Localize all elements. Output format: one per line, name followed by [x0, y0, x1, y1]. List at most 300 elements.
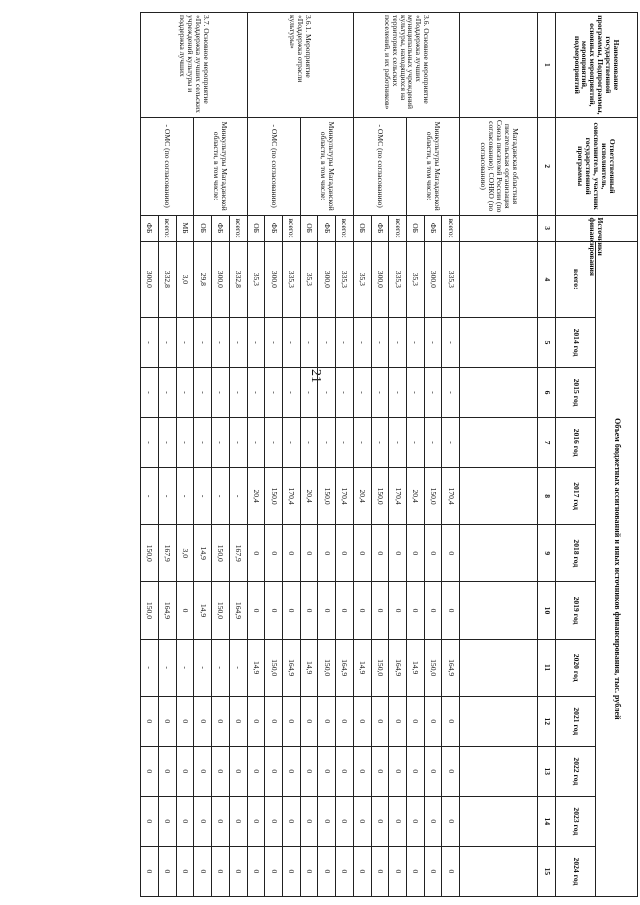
column-number: 12 [538, 696, 556, 746]
value-cell: 14,9 [194, 582, 212, 639]
value-cell: - [371, 418, 389, 468]
value-cell: - [158, 468, 176, 525]
source-cell: всего: [442, 215, 460, 241]
value-cell: 0 [353, 796, 371, 846]
value-cell: - [407, 367, 425, 417]
value-cell: - [407, 317, 425, 367]
source-cell: ОБ [194, 215, 212, 241]
value-cell: 0 [282, 846, 300, 896]
value-cell: 335,3 [282, 241, 300, 317]
value-cell: 35,3 [247, 241, 265, 317]
value-cell: 0 [424, 846, 442, 896]
value-cell: 0 [141, 796, 159, 846]
table-row [229, 13, 247, 897]
source-cell: всего: [282, 215, 300, 241]
value-cell: 0 [247, 696, 265, 746]
value-cell: 332,8 [158, 241, 176, 317]
value-cell: 0 [194, 746, 212, 796]
value-cell: - [424, 418, 442, 468]
value-cell: 0 [353, 525, 371, 582]
value-cell: 150,0 [371, 468, 389, 525]
value-cell: - [176, 367, 194, 417]
value-cell: 300,0 [424, 241, 442, 317]
value-cell: 0 [212, 746, 230, 796]
intro-row [460, 13, 538, 897]
value-cell: 0 [407, 796, 425, 846]
column-number: 2 [538, 117, 556, 215]
value-cell: - [336, 418, 354, 468]
value-cell: - [194, 367, 212, 417]
funding-title: Объем бюджетных ассигнований и иных источников финансирования, тыс. рублей [596, 241, 638, 896]
value-cell: 0 [141, 696, 159, 746]
value-cell: 0 [300, 746, 318, 796]
value-cell: 0 [176, 846, 194, 896]
value-cell: 150,0 [318, 639, 336, 696]
source-cell: всего: [389, 215, 407, 241]
value-cell: - [318, 317, 336, 367]
value-cell: 300,0 [318, 241, 336, 317]
value-cell: 0 [389, 582, 407, 639]
value-cell: 0 [371, 525, 389, 582]
value-cell: 0 [407, 582, 425, 639]
value-cell: 150,0 [212, 525, 230, 582]
value-cell: - [212, 317, 230, 367]
value-cell: 150,0 [265, 468, 283, 525]
header-col2: Ответственный исполнитель, соисполнитель, участник государственной программы [555, 117, 637, 215]
funding-table [140, 12, 638, 897]
value-cell: 0 [389, 846, 407, 896]
value-cell: 14,9 [407, 639, 425, 696]
header-year: 2018 год [555, 525, 595, 582]
value-cell: 167,9 [229, 525, 247, 582]
value-cell: 0 [318, 846, 336, 896]
value-cell: 0 [442, 525, 460, 582]
empty-cell [460, 418, 538, 468]
value-cell: - [353, 317, 371, 367]
value-cell: 0 [353, 696, 371, 746]
value-cell: 0 [424, 696, 442, 746]
value-cell: 0 [194, 846, 212, 896]
source-cell: всего: [336, 215, 354, 241]
column-number: 4 [538, 241, 556, 317]
value-cell: - [229, 367, 247, 417]
value-cell: 0 [247, 846, 265, 896]
column-number: 8 [538, 468, 556, 525]
header-year: 2022 год [555, 746, 595, 796]
table-row [336, 13, 354, 897]
value-cell: - [212, 468, 230, 525]
executor-cell: Минкультуры Магаданской области, в том числе: [300, 117, 353, 215]
value-cell: 150,0 [371, 639, 389, 696]
value-cell: 300,0 [212, 241, 230, 317]
program-name-cell: 3.6.1. Мероприятие «Поддержка отрасли культуры» [247, 13, 353, 118]
value-cell: - [353, 418, 371, 468]
empty-cell [460, 241, 538, 317]
value-cell: - [442, 418, 460, 468]
value-cell: 0 [353, 846, 371, 896]
value-cell: 0 [212, 696, 230, 746]
empty-cell [460, 696, 538, 746]
value-cell: 300,0 [371, 241, 389, 317]
value-cell: 300,0 [265, 241, 283, 317]
value-cell: 335,3 [442, 241, 460, 317]
value-cell: 0 [318, 582, 336, 639]
value-cell: 0 [265, 796, 283, 846]
value-cell: 0 [265, 746, 283, 796]
value-cell: 0 [158, 846, 176, 896]
empty-cell [460, 367, 538, 417]
value-cell: 3,0 [176, 525, 194, 582]
column-number: 9 [538, 525, 556, 582]
value-cell: - [212, 418, 230, 468]
value-cell: 14,9 [194, 525, 212, 582]
value-cell: 20,4 [300, 468, 318, 525]
value-cell: - [141, 317, 159, 367]
value-cell: - [389, 367, 407, 417]
empty-cell [460, 317, 538, 367]
header-year: 2020 год [555, 639, 595, 696]
table-row [282, 13, 300, 897]
value-cell: - [158, 367, 176, 417]
page-number: 21 [308, 369, 323, 383]
value-cell: - [194, 468, 212, 525]
source-cell: всего: [229, 215, 247, 241]
empty-cell [460, 846, 538, 896]
value-cell: 0 [442, 696, 460, 746]
value-cell: 0 [282, 582, 300, 639]
value-cell: 0 [229, 696, 247, 746]
header-year: 2016 год [555, 418, 595, 468]
value-cell: 14,9 [300, 639, 318, 696]
executor-cell: Минкультуры Магаданской области, в том числе: [407, 117, 460, 215]
value-cell: - [389, 317, 407, 367]
value-cell: - [176, 639, 194, 696]
executor-cell: Минкультуры Магаданской области, в том числе: [194, 117, 247, 215]
value-cell: 0 [141, 746, 159, 796]
header-year: 2021 год [555, 696, 595, 746]
value-cell: - [158, 418, 176, 468]
value-cell: - [247, 317, 265, 367]
value-cell: 29,8 [194, 241, 212, 317]
value-cell: 0 [194, 796, 212, 846]
source-cell: ОБ [353, 215, 371, 241]
empty-cell [460, 796, 538, 846]
value-cell: 0 [389, 525, 407, 582]
value-cell: - [212, 639, 230, 696]
value-cell: 0 [424, 746, 442, 796]
value-cell: 0 [282, 525, 300, 582]
value-cell: 0 [371, 846, 389, 896]
value-cell: 170,4 [336, 468, 354, 525]
value-cell: 0 [265, 846, 283, 896]
value-cell: 0 [141, 846, 159, 896]
value-cell: 0 [300, 582, 318, 639]
header-year: 2015 год [555, 367, 595, 417]
value-cell: 3,0 [176, 241, 194, 317]
value-cell: - [336, 367, 354, 417]
value-cell: 0 [176, 746, 194, 796]
intro-source-cell [460, 215, 538, 241]
value-cell: 150,0 [141, 582, 159, 639]
value-cell: - [158, 639, 176, 696]
value-cell: 150,0 [424, 468, 442, 525]
value-cell: 167,9 [158, 525, 176, 582]
value-cell: 20,4 [353, 468, 371, 525]
header-row-1 [596, 13, 638, 897]
empty-cell [460, 582, 538, 639]
value-cell: 0 [265, 525, 283, 582]
column-number: 1 [538, 13, 556, 118]
value-cell: 35,3 [300, 241, 318, 317]
value-cell: 14,9 [353, 639, 371, 696]
value-cell: 0 [176, 582, 194, 639]
header-col1: Наименование государственной программы, Подпрограммы, основных мероприятий, мероприятий, подмероприятий [555, 13, 637, 118]
value-cell: - [265, 317, 283, 367]
value-cell: - [282, 367, 300, 417]
value-cell: 0 [336, 525, 354, 582]
value-cell: 164,9 [336, 639, 354, 696]
value-cell: 150,0 [141, 525, 159, 582]
value-cell: - [176, 468, 194, 525]
value-cell: 0 [371, 696, 389, 746]
value-cell: 164,9 [282, 639, 300, 696]
value-cell: 0 [407, 846, 425, 896]
value-cell: 0 [247, 582, 265, 639]
value-cell: - [194, 639, 212, 696]
value-cell: 0 [247, 746, 265, 796]
value-cell: 0 [265, 696, 283, 746]
empty-cell [460, 639, 538, 696]
source-cell: МБ [176, 215, 194, 241]
value-cell: 0 [336, 796, 354, 846]
header-year: 2019 год [555, 582, 595, 639]
value-cell: 0 [336, 746, 354, 796]
header-col3: Источники финансирования [555, 215, 637, 241]
program-name-cell: 3.6. Основное мероприятие «Поддержка лучших муниципальных учреждений культуры, находящихся на территориях сельских поселений, и их работников» [353, 13, 459, 118]
source-cell: ФБ [424, 215, 442, 241]
column-number: 7 [538, 418, 556, 468]
value-cell: 0 [389, 746, 407, 796]
value-cell: 0 [424, 796, 442, 846]
value-cell: - [318, 367, 336, 417]
value-cell: 150,0 [212, 582, 230, 639]
value-cell: 0 [442, 846, 460, 896]
source-cell: ОБ [300, 215, 318, 241]
page-body [68, 12, 638, 897]
value-cell: 170,4 [389, 468, 407, 525]
value-cell: 0 [424, 582, 442, 639]
header-total: всего: [555, 241, 595, 317]
value-cell: - [247, 418, 265, 468]
value-cell: 0 [282, 746, 300, 796]
value-cell: - [282, 418, 300, 468]
value-cell: 332,8 [229, 241, 247, 317]
value-cell: 170,4 [282, 468, 300, 525]
executor-oms-cell: - ОМС (по согласованию) [353, 117, 406, 215]
value-cell: 0 [336, 696, 354, 746]
value-cell: - [424, 367, 442, 417]
executor-oms-cell: - ОМС (по согласованию) [247, 117, 300, 215]
value-cell: - [229, 317, 247, 367]
value-cell: 0 [442, 796, 460, 846]
value-cell: - [212, 367, 230, 417]
table-row [442, 13, 460, 897]
value-cell: - [371, 317, 389, 367]
value-cell: 170,4 [442, 468, 460, 525]
value-cell: - [265, 367, 283, 417]
value-cell: 14,9 [247, 639, 265, 696]
value-cell: 0 [336, 846, 354, 896]
value-cell: 0 [212, 796, 230, 846]
value-cell: 164,9 [389, 639, 407, 696]
executor-oms-cell: - ОМС (по согласованию) [141, 117, 194, 215]
value-cell: 0 [247, 525, 265, 582]
value-cell: 0 [424, 525, 442, 582]
value-cell: 164,9 [229, 582, 247, 639]
value-cell: 0 [353, 746, 371, 796]
value-cell: 0 [407, 746, 425, 796]
value-cell: - [282, 317, 300, 367]
value-cell: 150,0 [265, 639, 283, 696]
column-number: 10 [538, 582, 556, 639]
value-cell: 150,0 [424, 639, 442, 696]
source-cell: ОБ [407, 215, 425, 241]
value-cell: 0 [158, 696, 176, 746]
source-cell: ФБ [212, 215, 230, 241]
value-cell: 0 [300, 525, 318, 582]
value-cell: - [371, 367, 389, 417]
value-cell: - [176, 317, 194, 367]
source-cell: ФБ [371, 215, 389, 241]
source-cell: ОБ [247, 215, 265, 241]
value-cell: 0 [282, 796, 300, 846]
value-cell: 0 [353, 582, 371, 639]
column-number: 5 [538, 317, 556, 367]
value-cell: - [141, 418, 159, 468]
value-cell: 0 [229, 796, 247, 846]
value-cell: 0 [318, 525, 336, 582]
value-cell: 0 [318, 796, 336, 846]
source-cell: ФБ [318, 215, 336, 241]
value-cell: 0 [247, 796, 265, 846]
value-cell: 0 [371, 582, 389, 639]
value-cell: - [158, 317, 176, 367]
empty-cell [460, 525, 538, 582]
value-cell: - [442, 367, 460, 417]
value-cell: - [194, 418, 212, 468]
value-cell: 0 [407, 525, 425, 582]
empty-cell [460, 746, 538, 796]
intro-name-cell [460, 13, 538, 118]
value-cell: 0 [176, 696, 194, 746]
value-cell: 0 [336, 582, 354, 639]
rotated-table-wrapper [140, 12, 638, 897]
empty-cell [460, 468, 538, 525]
value-cell: 35,3 [353, 241, 371, 317]
value-cell: - [300, 367, 318, 417]
value-cell: - [265, 418, 283, 468]
value-cell: 0 [318, 696, 336, 746]
column-number: 6 [538, 367, 556, 417]
value-cell: 0 [229, 746, 247, 796]
value-cell: 0 [407, 696, 425, 746]
value-cell: 0 [176, 796, 194, 846]
value-cell: 0 [265, 582, 283, 639]
value-cell: 150,0 [318, 468, 336, 525]
value-cell: 0 [442, 746, 460, 796]
value-cell: - [141, 367, 159, 417]
value-cell: - [141, 639, 159, 696]
value-cell: 0 [158, 746, 176, 796]
value-cell: 0 [442, 582, 460, 639]
value-cell: - [229, 639, 247, 696]
value-cell: 300,0 [141, 241, 159, 317]
value-cell: - [300, 418, 318, 468]
value-cell: 0 [282, 696, 300, 746]
value-cell: 0 [229, 846, 247, 896]
source-cell: всего: [158, 215, 176, 241]
value-cell: - [424, 317, 442, 367]
column-number: 15 [538, 846, 556, 896]
value-cell: 164,9 [158, 582, 176, 639]
table-row [389, 13, 407, 897]
value-cell: 0 [300, 796, 318, 846]
intro-executor-cell: Магаданская областная писательская организация Союза писателей России (по согласованию); СОНКО (по согласованию) [460, 117, 538, 215]
value-cell: 0 [371, 746, 389, 796]
value-cell: 20,4 [247, 468, 265, 525]
value-cell: 0 [212, 846, 230, 896]
value-cell: - [442, 317, 460, 367]
header-year: 2014 год [555, 317, 595, 367]
value-cell: - [176, 418, 194, 468]
value-cell: - [389, 418, 407, 468]
value-cell: - [300, 317, 318, 367]
value-cell: 164,9 [442, 639, 460, 696]
header-year: 2023 год [555, 796, 595, 846]
value-cell: - [229, 418, 247, 468]
value-cell: 0 [389, 696, 407, 746]
program-name-cell: 3.7. Основное мероприятие «Поддержка лучших сельских учреждений культуры и поддержка лучших [141, 13, 248, 118]
value-cell: 0 [300, 846, 318, 896]
value-cell: - [318, 418, 336, 468]
value-cell: 335,3 [389, 241, 407, 317]
value-cell: 0 [371, 796, 389, 846]
header-year: 2017 год [555, 468, 595, 525]
column-number: 11 [538, 639, 556, 696]
value-cell: - [407, 418, 425, 468]
header-year: 2024 год [555, 846, 595, 896]
value-cell: 0 [194, 696, 212, 746]
column-number-row [538, 13, 556, 897]
column-number: 13 [538, 746, 556, 796]
column-number: 3 [538, 215, 556, 241]
value-cell: 35,3 [407, 241, 425, 317]
value-cell: - [141, 468, 159, 525]
value-cell: 0 [300, 696, 318, 746]
value-cell: 335,3 [336, 241, 354, 317]
value-cell: - [353, 367, 371, 417]
value-cell: 0 [389, 796, 407, 846]
value-cell: 0 [318, 746, 336, 796]
column-number: 14 [538, 796, 556, 846]
source-cell: ФБ [265, 215, 283, 241]
source-cell: ФБ [141, 215, 159, 241]
value-cell: - [229, 468, 247, 525]
value-cell: - [194, 317, 212, 367]
value-cell: 0 [158, 796, 176, 846]
table-row [176, 13, 194, 897]
value-cell: - [336, 317, 354, 367]
